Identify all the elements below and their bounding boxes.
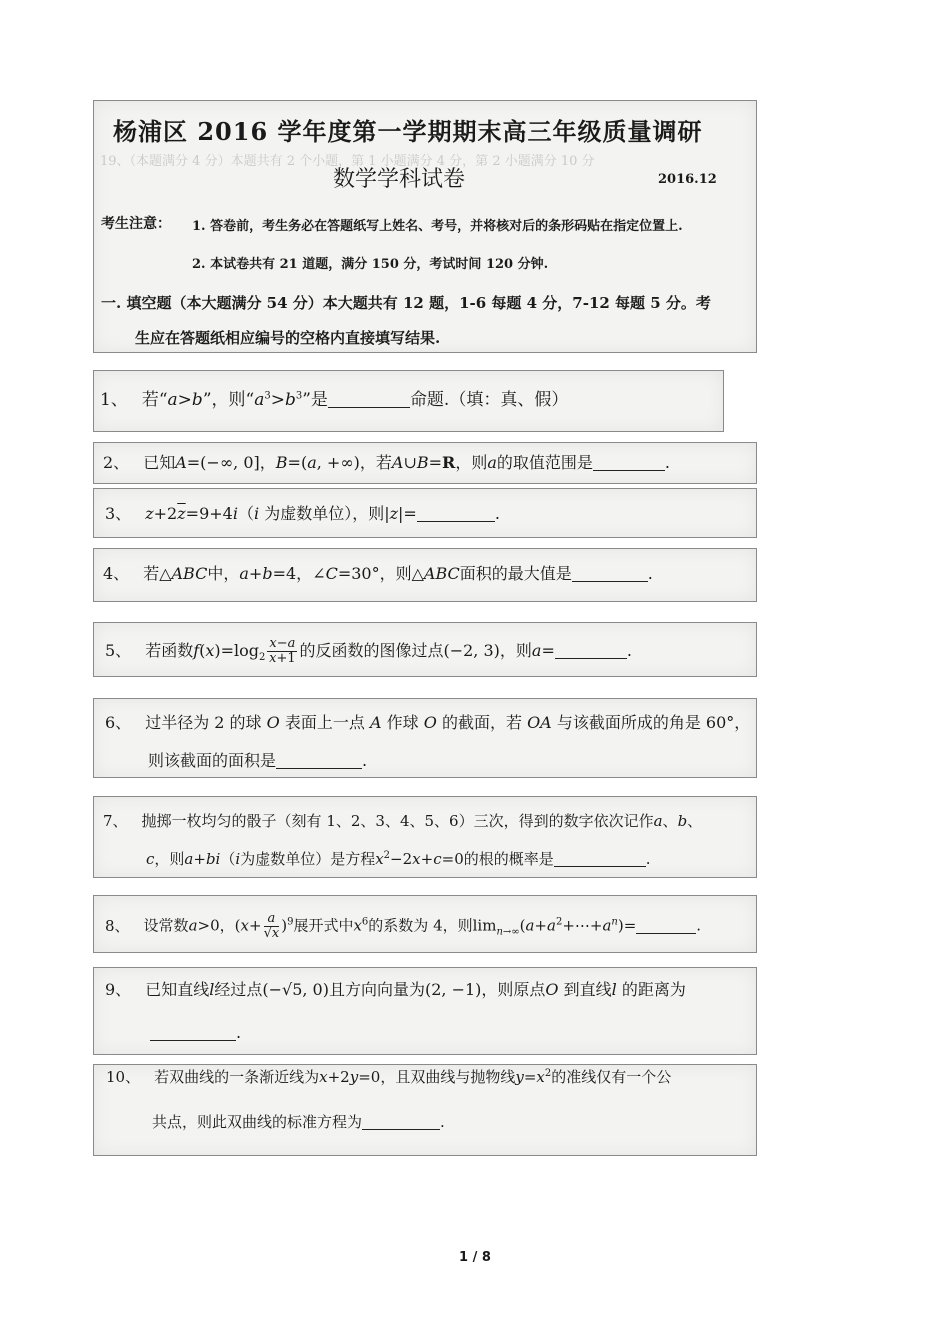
exam-title: 杨浦区 2016 学年度第一学期期末高三年级质量调研 <box>113 117 703 146</box>
notice-label: 考生注意： <box>101 216 171 232</box>
question-1: 1、 若“a>b”，则“$a^3>b^3$”是 命题.（填：真、假） <box>100 390 569 410</box>
question-2: 2、 已知A=(−∞, 0]，B=(a, +∞)，若A∪B=R，则a的取值范围是 . <box>103 453 671 472</box>
section-1-line2: 生应在答题纸相应编号的空格内直接填写结果. <box>135 329 441 347</box>
question-6-line1: 6、 过半径为 2 的球 O 表面上一点 A 作球 O 的截面，若 OA 与该截面所成的角是 60°， <box>105 713 751 732</box>
notice-1: 1. 答卷前，考生务必在答题纸写上姓名、考号，并将核对后的条形码贴在指定位置上. <box>192 219 683 234</box>
question-7-line2: c，则a+bi（i为虚数单位）是方程$x^2-2x+c=0$的根的概率是 . <box>146 850 651 868</box>
question-4: 4、 若△ABC中，a+b=4，∠C=30°，则△ABC面积的最大值是 . <box>103 564 653 583</box>
question-7-line1: 7、 抛掷一枚均匀的骰子（刻有 1、2、3、4、5、6）三次，得到的数字依次记作a、b、 <box>103 812 703 830</box>
question-6-line2: 则该截面的面积是 . <box>148 751 368 770</box>
exam-date: 2016.12 <box>658 172 717 187</box>
exam-subtitle: 数学学科试卷 <box>333 167 466 192</box>
question-8: 8、 设常数a>0，(x+ $\frac{a}{√x}$ )$^9$展开式中$x^6$的系数为 4，则$\lim_{n\to\infty}(a+a^2+\cdots+a^n)=$ . <box>105 911 702 941</box>
question-9-line2: . <box>150 1022 241 1044</box>
question-9-line1: 9、 已知直线l经过点(−√5, 0)且方向向量为(2, −1)，则原点O 到直线l 的距离为 <box>105 980 686 999</box>
question-5: 5、 若函数$f(x)=\log_2$ $\frac{x-a}{x+1}$ 的反函数的图像过点(−2, 3)，则a= . <box>105 636 632 666</box>
question-10-line2: 共点，则此双曲线的标准方程为 . <box>152 1113 445 1131</box>
notice-2: 2. 本试卷共有 21 道题，满分 150 分，考试时间 120 分钟. <box>192 257 549 272</box>
bleed-through-text: 19、（本题满分 4 分）本题共有 2 个小题，第 1 小题满分 4 分，第 2 小题满分 10 分 <box>100 154 595 169</box>
page-number: 1 / 8 <box>459 1250 491 1265</box>
question-10-line1: 10、 若双曲线的一条渐近线为x+2y=0，且双曲线与抛物线$y=x^2$的准线仅有一个公 <box>106 1068 672 1086</box>
section-1-line1: 一. 填空题（本大题满分 54 分）本大题共有 12 题，1-6 每题 4 分，7-12 每题 5 分。考 <box>101 294 711 312</box>
question-3: 3、 $z+2\overline{z}=9+4i(i$ 为虚数单位），则|z|= . <box>105 504 500 523</box>
